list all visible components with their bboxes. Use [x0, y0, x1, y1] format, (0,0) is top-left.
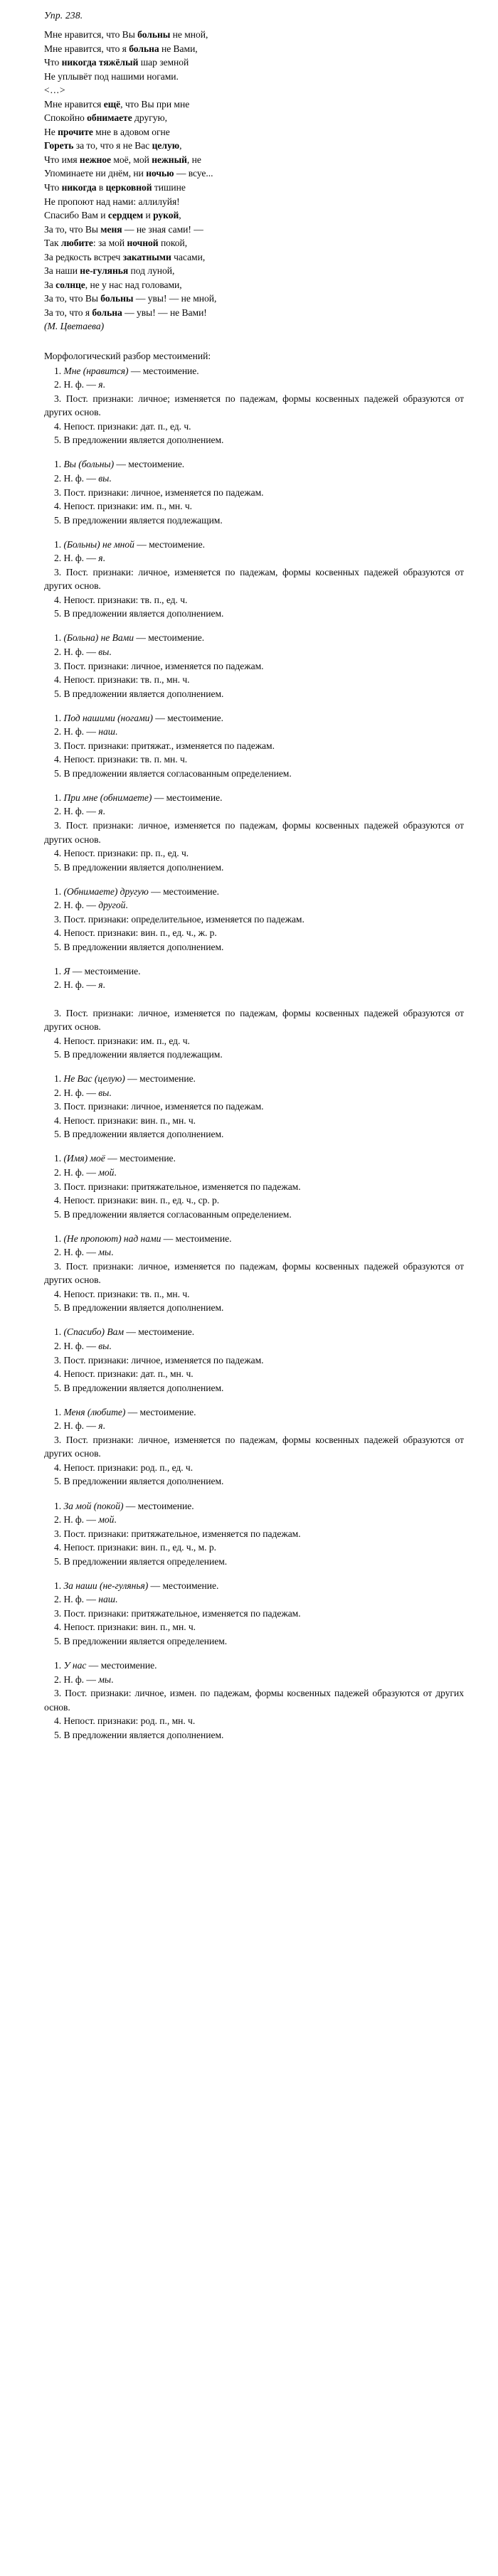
analysis-item: 1. За мой (покой) — местоимение.: [54, 1500, 194, 1511]
analysis-item: 3. Пост. признаки: притяжательное, изменяется по падежам.: [54, 1607, 301, 1619]
analysis-block: [44, 1325, 464, 1395]
analysis-item: 3. Пост. признаки: личное, изменяется по падежам, формы косвенных падежей образуются от других основ.: [44, 1434, 464, 1459]
analysis-item: 1. (Имя) моё — местоимение.: [54, 1153, 176, 1164]
poem-line: Что никогда тяжёлый шар земной: [44, 57, 189, 68]
analysis-item: 2. Н. ф. — вы.: [54, 646, 112, 657]
analysis-item: 5. В предложении является дополнением.: [54, 1129, 224, 1140]
analysis-item: 1. Вы (больны) — местоимение.: [54, 459, 185, 470]
analysis-item: 2. Н. ф. — мы.: [54, 1247, 114, 1258]
analysis-item: 4. Непост. признаки: род. п., ед. ч.: [54, 1462, 194, 1473]
analysis-item: 3. Пост. признаки: личное, изменяется по падежам, формы косвенных падежей образуются от других основ.: [44, 566, 464, 592]
analysis-item: 4. Непост. признаки: вин. п., ед. ч., ж. р.: [54, 927, 217, 939]
poem-line: Что никогда в церковной тишине: [44, 182, 186, 193]
analysis-item: 3. Пост. признаки: личное, изменяется по падежам, формы косвенных падежей образуются от других основ.: [44, 1007, 464, 1033]
poem-line: За солнце, не у нас над головами,: [44, 279, 182, 290]
poem-line: Не уплывёт под нашими ногами.: [44, 70, 179, 82]
analysis-block: [44, 791, 464, 874]
analysis-item: 2. Н. ф. — вы.: [54, 1087, 112, 1098]
poem-author: (М. Цветаева): [44, 321, 105, 332]
poem-line: За то, что я больна — увы! — не Вами!: [44, 307, 207, 318]
poem-ellipsis: <...>: [44, 85, 66, 96]
poem-line: Что имя нежное моё, мой нежный, не: [44, 154, 201, 165]
analysis-item: 4. Непост. признаки: тв. п., ед. ч.: [54, 594, 188, 605]
analysis-item: 2. Н. ф. — вы.: [54, 1341, 112, 1352]
analysis-block: [44, 1232, 464, 1315]
analysis-item: 1. (Обнимаете) другую — местоимение.: [54, 885, 219, 897]
analysis-item: 3. Пост. признаки: определительное, изменяется по падежам.: [54, 913, 304, 925]
analysis-item: 3. Пост. признаки: личное, изменяется по падежам.: [54, 1354, 264, 1366]
poem-line: Не прочите мне в адовом огне: [44, 126, 170, 137]
poem-line: За редкость встреч закатными часами,: [44, 251, 206, 262]
analysis-item: 5. В предложении является дополнением.: [54, 1729, 224, 1740]
analysis-block: [44, 964, 464, 1062]
analysis-item: 3. Пост. признаки: личное, изменяется по падежам.: [54, 486, 264, 498]
analysis-item: 5. В предложении является дополнением.: [54, 1382, 224, 1393]
analysis-block: [44, 1499, 464, 1569]
blank-line: [44, 992, 464, 1006]
analysis-block: [44, 1151, 464, 1221]
exercise-title: Упр. 238.: [44, 10, 83, 21]
poem-line: Гореть за то, что я не Вас целую,: [44, 140, 182, 151]
analysis-item: 1. При мне (обнимаете) — местоимение.: [54, 792, 223, 803]
analysis-item: 4. Непост. признаки: им. п., ед. ч.: [54, 1035, 190, 1046]
analysis-item: 1. (Не пропоют) над нами — местоимение.: [54, 1233, 232, 1244]
analysis-item: 5. В предложении является согласованным определением.: [54, 1208, 292, 1220]
poem-line: Так любите: за мой ночной покой,: [44, 238, 188, 249]
analysis-item: 3. Пост. признаки: личное, изменяется по падежам, формы косвенных падежей образуются от других основ.: [44, 819, 464, 845]
analysis-item: 2. Н. ф. — я.: [54, 553, 105, 564]
analysis-item: 5. В предложении является подлежащим.: [54, 1049, 223, 1060]
analysis-item: 3. Пост. признаки: личное, измен. по падежам, формы косвенных падежей образуются от других основ.: [44, 1688, 464, 1713]
poem-line: Спасибо Вам и сердцем и рукой,: [44, 210, 181, 221]
analysis-item: 3. Пост. признаки: личное, изменяется по падежам.: [54, 1101, 264, 1112]
analysis-item: 2. Н. ф. — я.: [54, 806, 105, 817]
analysis-item: 1. У нас — местоимение.: [54, 1659, 157, 1671]
poem-line: Мне нравится, что я больна не Вами,: [44, 43, 198, 54]
analysis-item: 4. Непост. признаки: тв. п. мн. ч.: [54, 754, 188, 765]
analysis-item: 4. Непост. признаки: вин. п., мн. ч.: [54, 1622, 196, 1633]
analysis-item: 4. Непост. признаки: род. п., мн. ч.: [54, 1715, 196, 1727]
analysis-item: 5. В предложении является дополнением.: [54, 608, 224, 619]
poem-line: Мне нравится, что Вы больны не мной,: [44, 29, 208, 40]
analysis-item: 5. В предложении является дополнением.: [54, 435, 224, 446]
analysis-item: 1. Не Вас (целую) — местоимение.: [54, 1073, 196, 1085]
analysis-item: 2. Н. ф. — я.: [54, 379, 105, 390]
analysis-block: [44, 711, 464, 781]
analysis-item: 5. В предложении является согласованным определением.: [54, 767, 292, 779]
analysis-block: [44, 885, 464, 954]
analysis-item: 3. Пост. признаки: притяжательное, изменяется по падежам.: [54, 1181, 301, 1192]
analysis-item: 2. Н. ф. — мы.: [54, 1673, 114, 1685]
analysis-item: 3. Пост. признаки: личное; изменяется по падежам, формы косвенных падежей образуются от других основ.: [44, 393, 464, 418]
analysis-item: 5. В предложении является дополнением.: [54, 688, 224, 699]
analysis-item: 2. Н. ф. — вы.: [54, 472, 112, 484]
analysis-item: 2. Н. ф. — наш.: [54, 1594, 118, 1605]
analysis-item: 5. В предложении является определением.: [54, 1555, 228, 1567]
analysis-item: 1. Под нашими (ногами) — местоимение.: [54, 712, 223, 723]
analysis-item: 4. Непост. признаки: пр. п., ед. ч.: [54, 848, 189, 859]
analysis-block: [44, 1579, 464, 1649]
analysis-block: [44, 1405, 464, 1489]
poem-line: За то, что Вы больны — увы! — не мной,: [44, 293, 217, 304]
analysis-heading: Морфологический разбор местоимений:: [44, 351, 211, 362]
analysis-item: 1. Мне (нравится) — местоимение.: [54, 365, 199, 376]
poem-line: За наши не-гулянья под луной,: [44, 265, 175, 277]
analysis-item: 5. В предложении является подлежащим.: [54, 514, 223, 526]
analysis-item: 4. Непост. признаки: вин. п., ед. ч., ср. р.: [54, 1195, 220, 1206]
analysis-item: 3. Пост. признаки: притяжательное, изменяется по падежам.: [54, 1528, 301, 1539]
analysis-item: 1. (Больны) не мной — местоимение.: [54, 538, 205, 550]
analysis-item: 2. Н. ф. — я.: [54, 979, 105, 991]
analysis-block: [44, 1072, 464, 1141]
analysis-item: 4. Непост. признаки: тв. п., мн. ч.: [54, 1288, 190, 1299]
analysis-item: 1. Меня (любите) — местоимение.: [54, 1406, 196, 1417]
poem-block: [44, 28, 464, 334]
analysis-item: 4. Непост. признаки: вин. п., мн. ч.: [54, 1114, 196, 1126]
poem-line: Упоминаете ни днём, ни ночью — всуе...: [44, 168, 213, 179]
analysis-item: 3. Пост. признаки: личное, изменяется по падежам.: [54, 660, 264, 671]
analysis-item: 5. В предложении является дополнением.: [54, 941, 224, 952]
analysis-item: 1. (Больна) не Вами — местоимение.: [54, 632, 205, 644]
analysis-item: 4. Непост. признаки: дат. п., мн. ч.: [54, 1368, 194, 1380]
analysis-item: 5. В предложении является дополнением.: [54, 861, 224, 873]
analysis-item: 1. (Спасибо) Вам — местоимение.: [54, 1326, 195, 1338]
analysis-item: 5. В предложении является дополнением.: [54, 1476, 224, 1487]
analysis-item: 2. Н. ф. — другой.: [54, 900, 128, 911]
analysis-item: 3. Пост. признаки: личное, изменяется по падежам, формы косвенных падежей образуются от других основ.: [44, 1260, 464, 1286]
analysis-item: 2. Н. ф. — я.: [54, 1420, 105, 1432]
poem-line: За то, что Вы меня — не зная сами! —: [44, 223, 203, 235]
analysis-item: 2. Н. ф. — наш.: [54, 726, 118, 738]
analysis-block: [44, 364, 464, 447]
analysis-item: 2. Н. ф. — мой.: [54, 1167, 117, 1178]
analysis-item: 1. Я — местоимение.: [54, 965, 141, 976]
poem-line: Спокойно обнимаете другую,: [44, 112, 167, 124]
poem-line: Не пропоют над нами: аллилуйя!: [44, 196, 180, 207]
analysis-item: 1. За наши (не-гулянья) — местоимение.: [54, 1580, 219, 1591]
analysis-item: 3. Пост. признаки: притяжат., изменяется по падежам.: [54, 740, 275, 751]
analysis-item: 5. В предложении является дополнением.: [54, 1302, 224, 1314]
analysis-block: [44, 538, 464, 621]
analysis-block: [44, 457, 464, 527]
analysis-item: 4. Непост. признаки: дат. п., ед. ч.: [54, 420, 191, 432]
analysis-item: 5. В предложении является определением.: [54, 1635, 228, 1646]
analysis-item: 4. Непост. признаки: тв. п., мн. ч.: [54, 674, 190, 686]
analysis-section: [44, 349, 464, 1742]
analysis-item: 4. Непост. признаки: им. п., мн. ч.: [54, 501, 192, 512]
analysis-blocks: [44, 364, 464, 1742]
poem-line: Мне нравится ещё, что Вы при мне: [44, 98, 190, 110]
analysis-block: [44, 631, 464, 701]
analysis-item: 2. Н. ф. — мой.: [54, 1514, 117, 1526]
analysis-block: [44, 1659, 464, 1742]
analysis-item: 4. Непост. признаки: вин. п., ед. ч., м. р.: [54, 1542, 216, 1553]
